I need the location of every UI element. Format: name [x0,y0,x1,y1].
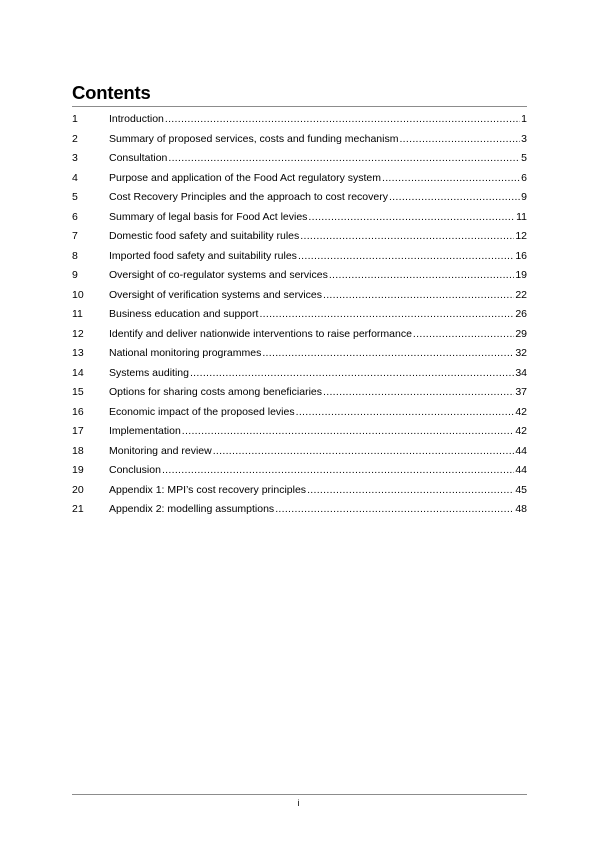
toc-entry-number: 12 [72,327,84,340]
toc-entry-page: 1 [521,113,527,125]
toc-dot-leader [190,364,514,384]
toc-dot-leader [413,325,514,345]
toc-entry-title: Identify and deliver nationwide interventions to raise performance [109,327,412,340]
toc-entry[interactable] [72,149,527,169]
toc-dot-leader [300,227,514,247]
toc-entry-title: Appendix 2: modelling assumptions [109,503,275,515]
toc-entry-page: 45 [515,483,527,496]
toc-entry-number: 17 [72,425,84,437]
toc-entry-page: 5 [521,152,527,164]
page-number: i [297,798,300,808]
toc-entry[interactable] [72,403,527,423]
toc-entry-title: Monitoring and review [109,444,212,457]
toc-entry[interactable] [72,383,527,403]
toc-entry-page: 44 [515,444,527,457]
toc-entry[interactable] [72,169,527,189]
toc-entry-page: 11 [516,210,527,223]
toc-entry-title: Oversight of verification systems and services [109,288,322,301]
toc-entry[interactable] [72,422,527,442]
toc-entry[interactable] [72,227,527,247]
toc-entry-title: Summary of legal basis for Food Act levies [109,210,308,223]
toc-entry[interactable] [72,130,527,150]
heading-rule [72,106,527,107]
toc-entry-title: Oversight of co-regulator systems and services [109,269,328,281]
toc-entry-number: 13 [72,347,84,359]
toc-entry-page: 9 [521,191,527,203]
toc-dot-leader [162,461,514,481]
table-of-contents [72,110,527,520]
toc-entry-page: 6 [521,171,527,184]
toc-entry[interactable] [72,325,527,345]
toc-entry-title: Options for sharing costs among beneficiaries [109,386,323,398]
toc-entry-number: 9 [72,269,78,281]
toc-entry-page: 12 [515,230,527,242]
toc-entry-page: 42 [515,405,527,418]
toc-dot-leader [329,266,514,286]
toc-entry-title: Purpose and application of the Food Act regulatory system [109,171,381,184]
toc-entry-title: Summary of proposed services, costs and funding mechanism [109,132,399,145]
toc-entry-number: 1 [72,113,78,125]
toc-entry-page: 34 [515,366,527,379]
toc-entry-title: Appendix 1: MPI’s cost recovery principles [109,483,307,496]
toc-entry-number: 14 [72,366,84,379]
toc-entry[interactable] [72,500,527,520]
toc-entry-page: 16 [515,249,527,262]
toc-entry-title: Implementation [109,425,181,437]
toc-entry-number: 8 [72,249,78,262]
toc-entry[interactable] [72,305,527,325]
toc-entry-title: Domestic food safety and suitability rules [109,230,300,242]
toc-dot-leader [323,286,514,306]
toc-entry-title: Consultation [109,152,168,164]
toc-entry-page: 26 [515,308,527,320]
toc-entry-page: 48 [515,503,527,515]
toc-entry[interactable] [72,247,527,267]
toc-entry[interactable] [72,344,527,364]
toc-entry-title: Introduction [109,113,164,125]
toc-dot-leader [296,403,515,423]
toc-entry[interactable] [72,364,527,384]
toc-entry-page: 37 [515,386,527,398]
toc-entry-number: 18 [72,444,84,457]
toc-entry[interactable] [72,208,527,228]
toc-entry-number: 11 [72,308,83,320]
toc-entry-number: 6 [72,210,78,223]
toc-dot-leader [323,383,514,403]
toc-entry-title: Cost Recovery Principles and the approach to cost recovery [109,191,388,203]
toc-entry-number: 16 [72,405,84,418]
toc-dot-leader [308,208,515,228]
toc-dot-leader [182,422,515,442]
toc-entry[interactable] [72,442,527,462]
toc-entry-title: Economic impact of the proposed levies [109,405,295,418]
toc-dot-leader [213,442,515,462]
toc-entry-number: 10 [72,288,84,301]
toc-dot-leader [389,188,520,208]
toc-entry-title: Conclusion [109,464,161,476]
toc-entry-page: 44 [515,464,527,476]
toc-dot-leader [262,344,514,364]
toc-entry-number: 5 [72,191,78,203]
toc-entry[interactable] [72,286,527,306]
toc-dot-leader [307,481,514,501]
toc-entry[interactable] [72,266,527,286]
toc-entry-number: 19 [72,464,84,476]
toc-entry-title: Imported food safety and suitability rules [109,249,297,262]
toc-entry[interactable] [72,481,527,501]
toc-entry-title: Systems auditing [109,366,189,379]
toc-entry-page: 29 [515,327,527,340]
toc-dot-leader [298,247,514,267]
toc-dot-leader [259,305,514,325]
toc-entry[interactable] [72,110,527,130]
toc-entry-title: Business education and support [109,308,259,320]
toc-entry-number: 21 [72,503,84,515]
toc-entry-page: 3 [521,132,527,145]
toc-entry-number: 2 [72,132,78,145]
toc-entry-page: 42 [515,425,527,437]
toc-entry-number: 3 [72,152,78,164]
toc-dot-leader [168,149,520,169]
toc-entry-page: 32 [515,347,527,359]
toc-entry-number: 15 [72,386,84,398]
toc-dot-leader [275,500,514,520]
toc-entry[interactable] [72,461,527,481]
toc-entry[interactable] [72,188,527,208]
toc-entry-page: 22 [515,288,527,301]
toc-dot-leader [165,110,520,130]
toc-entry-number: 7 [72,230,78,242]
toc-entry-number: 20 [72,483,84,496]
toc-entry-title: National monitoring programmes [109,347,262,359]
footer-rule [72,794,527,795]
toc-entry-number: 4 [72,171,78,184]
toc-dot-leader [399,130,520,150]
toc-dot-leader [382,169,520,189]
toc-entry-page: 19 [515,269,527,281]
page-title: Contents [72,82,151,103]
